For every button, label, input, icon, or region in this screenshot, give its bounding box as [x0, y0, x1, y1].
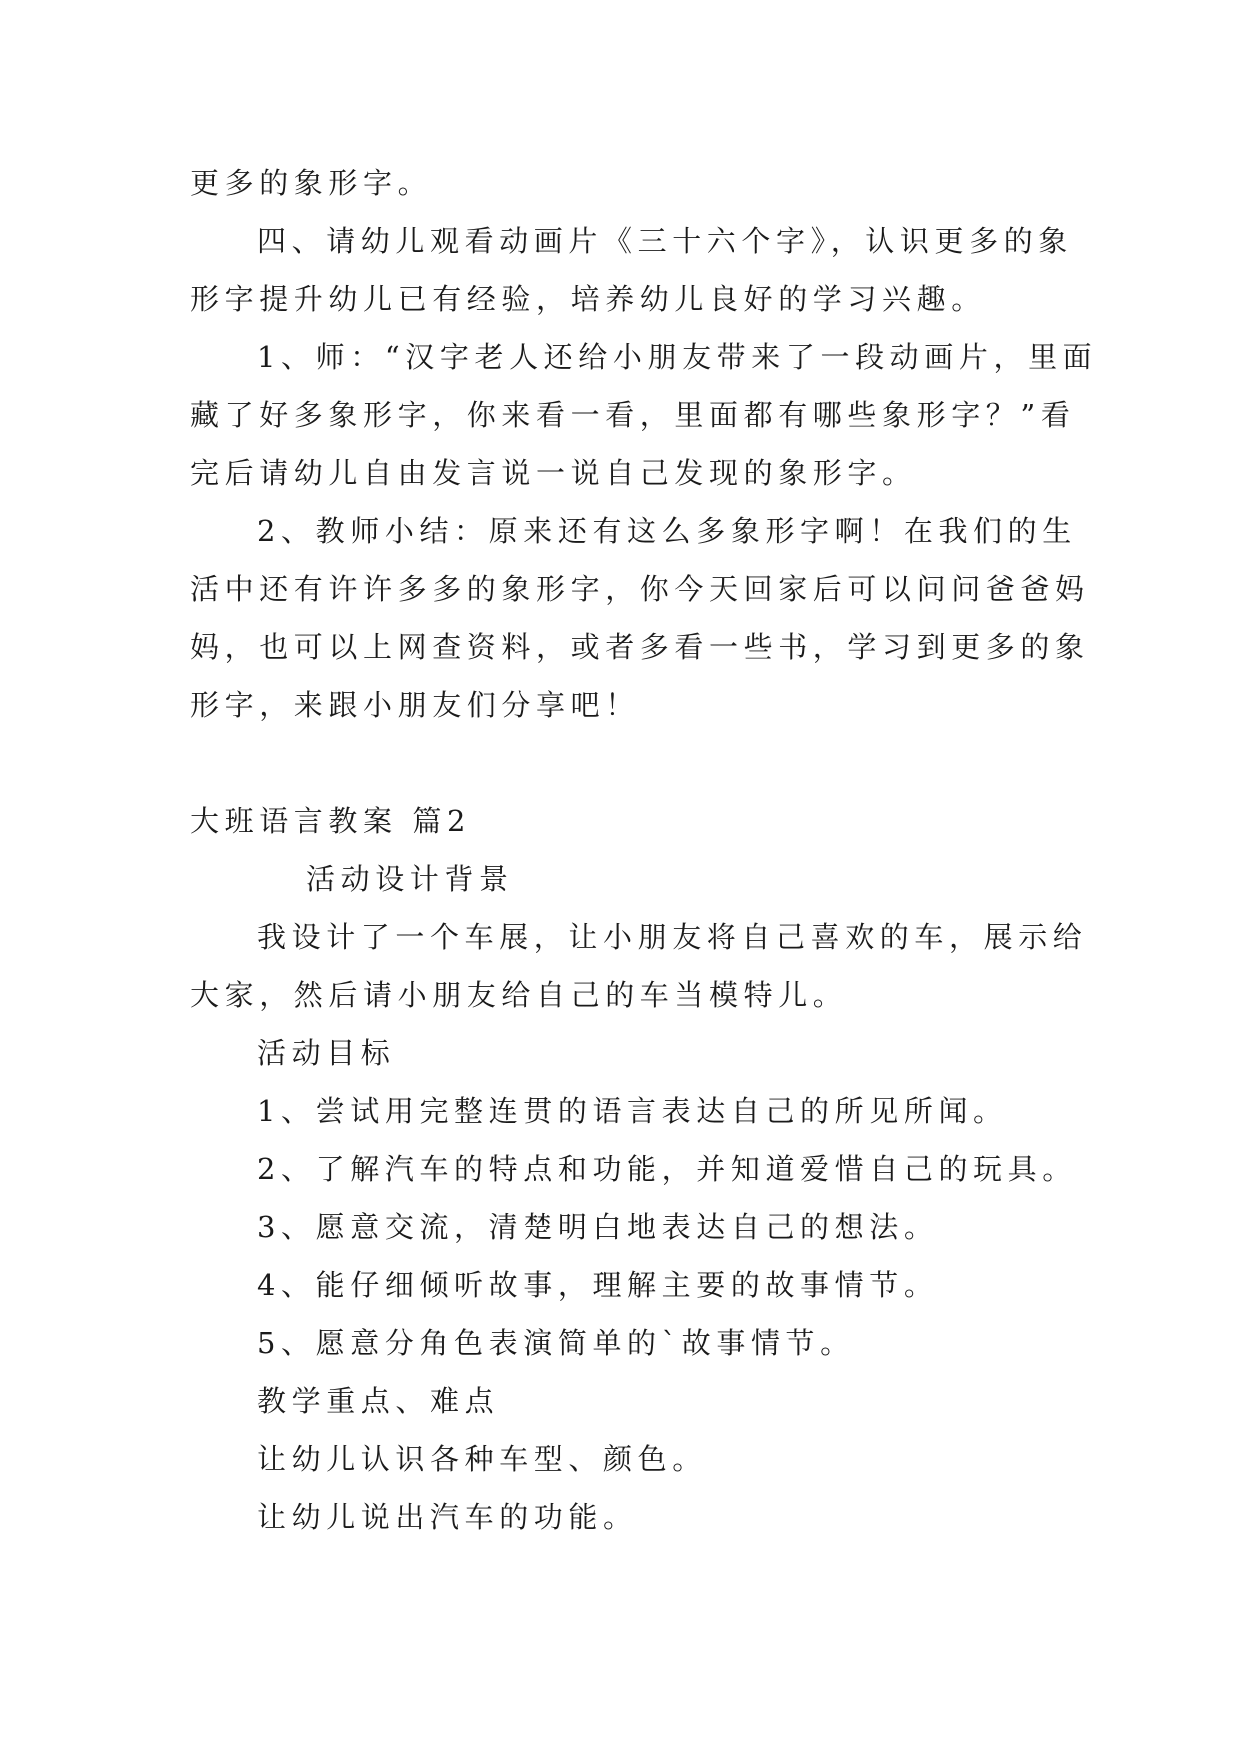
paragraph-line: 形字，来跟小朋友们分享吧！: [190, 688, 640, 722]
paragraph-line: 大家，然后请小朋友给自己的车当模特儿。: [190, 978, 848, 1012]
paragraph-line: 活中还有许许多多的象形字，你今天回家后可以问问爸爸妈: [190, 572, 1090, 606]
paragraph-line: 完后请幼儿自由发言说一说自己发现的象形字。: [190, 456, 917, 490]
paragraph-line: 藏了好多象形字，你来看一看，里面都有哪些象形字？”看: [190, 398, 1076, 432]
paragraph-line: 形字提升幼儿已有经验，培养幼儿良好的学习兴趣。: [190, 282, 986, 316]
key-point: 让幼儿认识各种车型、颜色。: [257, 1442, 707, 1476]
paragraph-line: 妈，也可以上网查资料，或者多看一些书，学习到更多的象: [190, 630, 1090, 664]
key-heading: 教学重点、难点: [257, 1384, 500, 1418]
paragraph-line: 1、师：“汉字老人还给小朋友带来了一段动画片，里面: [257, 340, 1098, 374]
goal-item: 4、能仔细倾听故事，理解主要的故事情节。: [257, 1268, 939, 1302]
paragraph-line: 我设计了一个车展，让小朋友将自己喜欢的车，展示给: [257, 920, 1088, 954]
goal-item: 2、了解汽车的特点和功能，并知道爱惜自己的玩具。: [257, 1152, 1077, 1186]
section-title: 大班语言教案 篇2: [190, 804, 472, 838]
paragraph-line: 更多的象形字。: [190, 166, 433, 200]
goal-item: 1、尝试用完整连贯的语言表达自己的所见所闻。: [257, 1094, 1008, 1128]
paragraph-line: 四、请幼儿观看动画片《三十六个字》，认识更多的象: [257, 224, 1073, 258]
key-point: 让幼儿说出汽车的功能。: [257, 1500, 638, 1534]
goal-item: 3、愿意交流，清楚明白地表达自己的想法。: [257, 1210, 939, 1244]
background-heading: 活动设计背景: [306, 862, 514, 896]
goal-item: 5、愿意分角色表演简单的`故事情节。: [257, 1326, 855, 1360]
paragraph-line: 2、教师小结：原来还有这么多象形字啊！在我们的生: [257, 514, 1077, 548]
goals-heading: 活动目标: [257, 1036, 396, 1070]
